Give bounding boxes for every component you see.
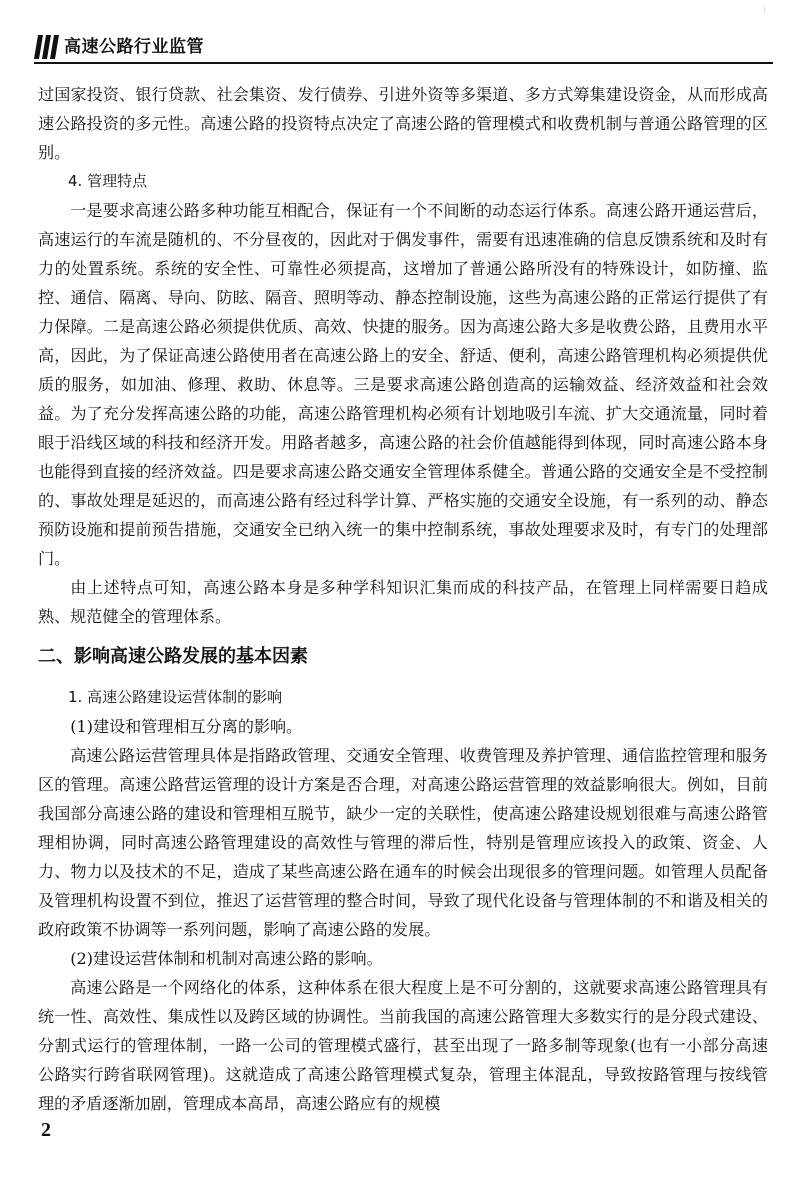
- running-header: [0, 34, 790, 60]
- subheading-management-features: 4. 管理特点: [68, 172, 148, 190]
- header-rule: [34, 62, 773, 64]
- paragraph-3: 由上述特点可知，高速公路本身是多种学科知识汇集而成的科技产品，在管理上同样需要日趋成熟、规范健全的管理体系。: [38, 578, 768, 626]
- corner-mark: ⁝: [763, 6, 767, 17]
- paragraph-1: 过国家投资、银行贷款、社会集资、发行债券、引进外资等多渠道、多方式筹集建设资金，从而形成高速公路投资的多元性。高速公路的投资特点决定了高速公路的管理模式和收费机制与普通公路管理的区别。: [38, 85, 768, 162]
- subheading-1: 1. 高速公路建设运营体制的影响: [68, 688, 283, 706]
- header-bars-icon: [34, 35, 62, 59]
- page-body: [38, 80, 768, 1118]
- section-heading-2: 二、影响高速公路发展的基本因素: [38, 646, 308, 667]
- paragraph-4: 高速公路运营管理具体是指路政管理、交通安全管理、收费管理及养护管理、通信监控管理和服务区的管理。高速公路营运管理的设计方案是否合理，对高速公路运营管理的效益影响很大。例如，目前我国部分高速公路的建设和管理相互脱节，缺少一定的关联性，使高速公路建设规划很难与高速公路管理相协调，同时高速公路管理建设的高效性与管理的滞后性，特别是管理应该投入的政策、资金、人力、物力以及技术的不足，造成了某些高速公路在通车的时候会出现很多的管理问题。如管理人员配备及管理机构设置不到位，推迟了运营管理的整合时间，导致了现代化设备与管理体制的不和谐及相关的政府政策不协调等一系列问题，影响了高速公路的发展。: [38, 746, 768, 939]
- sub-item-2: (2)建设运营体制和机制对高速公路的影响。: [70, 949, 383, 968]
- paragraph-2: 一是要求高速公路多种功能互相配合，保证有一个不间断的动态运行体系。高速公路开通运营后，高速运行的车流是随机的、不分昼夜的，因此对于偶发事件，需要有迅速准确的信息反馈系统和及时有力的处置系统。系统的安全性、可靠性必须提高，这增加了普通公路所没有的特殊设计，如防撞、监控、通信、隔离、导向、防眩、隔音、照明等动、静态控制设施，这些为高速公路的正常运行提供了有力保障。二是高速公路必须提供优质、高效、快捷的服务。因为高速公路大多是收费公路，且费用水平高，因此，为了保证高速公路使用者在高速公路上的安全、舒适、便利，高速公路管理机构必须提供优质的服务，如加油、修理、救助、休息等。三是要求高速公路创造高的运输效益、经济效益和社会效益。为了充分发挥高速公路的功能，高速公路管理机构必须有计划地吸引车流、扩大交通流量，同时着眼于沿线区域的科技和经济开发。用路者越多，高速公路的社会价值越能得到体现，同时高速公路本身也能得到直接的经济效益。四是要求高速公路交通安全管理体系健全。普通公路的交通安全是不受控制的、事故处理是延迟的，而高速公路有经过科学计算、严格实施的交通安全设施，有一系列的动、静态预防设施和提前预告措施，交通安全已纳入统一的集中控制系统，事故处理要求及时，有专门的处理部门。: [38, 201, 768, 568]
- page-number: 2: [41, 1119, 51, 1141]
- running-header-title: 高速公路行业监管: [64, 37, 204, 57]
- sub-item-1: (1)建设和管理相互分离的影响。: [70, 717, 303, 736]
- paragraph-5: 高速公路是一个网络化的体系，这种体系在很大程度上是不可分割的，这就要求高速公路管理具有统一性、高效性、集成性以及跨区域的协调性。当前我国的高速公路管理大多数实行的是分段式建设、分割式运行的管理体制，一路一公司的管理模式盛行，甚至出现了一路多制等现象(也有一小部分高速公路实行跨省联网管理)。这就造成了高速公路管理模式复杂，管理主体混乱，导致按路管理与按线管理的矛盾逐渐加剧，管理成本高昂，高速公路应有的规模: [38, 978, 768, 1113]
